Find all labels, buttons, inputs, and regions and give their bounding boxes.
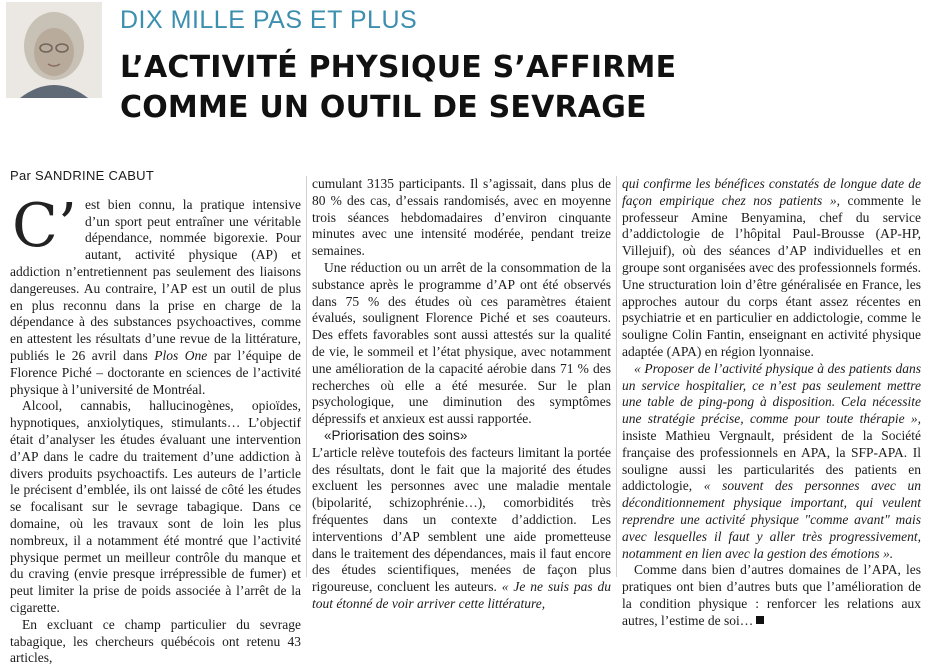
column-divider	[616, 176, 617, 577]
paragraph: Une réduction ou un arrêt de la consommation de la substance après le programme d’AP ont été observés dans 75 % des études où ces paramètres étaient évalués, soulignent Florence Piché et ses coauteurs. Des effets favorables sont aussi attestés sur la qualité de vie, le sommeil et l’état physique, avec notamment une amélioration de la capacité aérobie dans 71 % des recherches où elle a été mesurée. Sur le plan psychologique, une diminution des symptômes dépressifs et anxieux est aussi rapportée.	[312, 259, 611, 427]
end-of-article-icon	[756, 616, 764, 624]
paragraph: L’article relève toutefois des facteurs limitant la portée des résultats, dont le fait que la majorité des études excluent les personnes avec une maladie mentale (bipolarité, schizophrénie…), comorbidités très fréquentes dans un contexte d’addiction. Les interventions d’AP semblent une aide prometteuse dans le traitement des dépendances, mais il faut encore des études scientifiques, menées de façon plus rigoureuse, concluent les auteurs. « Je ne suis pas du tout étonné de voir arriver cette littérature,	[312, 444, 611, 611]
column-divider	[306, 176, 307, 577]
headline-line-1: L’ACTIVITÉ PHYSIQUE S’AFFIRME	[120, 50, 677, 85]
paragraph: Comme dans bien d’autres domaines de l’APA, les pratiques ont bien d’autres buts que l’amélioration de la condition physique : renforcer les relations aux autres, l’estime de soi…	[622, 562, 921, 628]
paragraph: Alcool, cannabis, hallucinogènes, opioïdes, hypnotiques, anxiolytiques, stimulants… L’objectif était d’analyser les études évaluant une intervention d’AP dans le cadre du traitement d’une addiction à divers produits psychoactifs. Les auteurs de l’article le précisent d’emblée, ils ont laissé de côté les études se focalisant sur le sevrage tabagique. Dans ce domaine, où les travaux sont de loin les plus nombreux, il a notamment été montré que l’activité physique permet un meilleur contrôle du manque et du craving (envie presque irrépressible de fumer) et peut limiter la prise de poids associée à l’arrêt de la cigarette.	[10, 398, 301, 615]
paragraph: C’ est bien connu, la pratique intensive d’un sport peut entraîner une véritable dépendance, nommée bigorexie. Pour autant, activité physique (AP) et addiction n’entretiennent pas seulement des liaisons dangereuses. Au contraire, l’AP est un outil de plus en plus reconnu dans la prise en charge de la dépendance à des substances psychoactives, comme en attestent les résultats d’une revue de la littérature, publiés le 26 avril dans Plos One par l’équipe de Florence Piché – doctorante en sciences de l’activité physique à l’université de Montréal.	[10, 190, 302, 397]
author-photo	[6, 2, 102, 98]
quote: « souvent des personnes avec un déconditionnement physique important, qui veulent reprendre une activité physique "comme avant" mais avec lesquelles il faut y aller très progressivement, notamment en lien avec la gestion des émotions ».	[622, 478, 921, 561]
paragraph: qui confirme les bénéfices constatés de longue date de façon empirique chez nos patients », commente le professeur Amine Benyamina, chef du service d’addictologie de l’hôpital Paul-Brousse (AP-HP, Villejuif), où des séances d’AP individuelles et en groupe sont organisées avec des professionnels formés. Une structuration loin d’être généralisée en France, les approches autour du corps étant assez récentes en psychiatrie et en particulier en addictologie, comme le souligne Colin Fantin, enseignant en activité physique adaptée (APA) en région lyonnaise.	[622, 176, 921, 359]
paragraph: cumulant 3135 participants. Il s’agissait, dans plus de 80 % des cas, d’essais randomisés, avec en moyenne trois séances hebdomadaires d’environ cinquante minutes avec une intensité modérée, pendant treize semaines.	[312, 176, 611, 259]
quote: « Proposer de l’activité physique à des patients dans un service hospitalier, ce n’est pas seulement mettre une table de ping-pong à disposition. Cela nécessite une stratégie précise, comme pour toute thérapie »,	[622, 360, 921, 427]
column-3	[622, 176, 921, 628]
column-1	[10, 168, 302, 666]
paragraph: En excluant ce champ particulier du sevrage tabagique, les chercheurs québécois ont retenu 43 articles,	[10, 616, 301, 666]
journal-name: Plos One	[154, 347, 208, 363]
author-portrait-icon	[6, 2, 102, 98]
dropcap: C’	[12, 190, 77, 261]
quote: qui confirme les bénéfices constatés de longue date de façon empirique chez nos patients »,	[622, 176, 921, 208]
quote: « Je ne suis pas du tout étonné de voir arriver cette littérature,	[312, 579, 611, 611]
section-kicker: DIX MILLE PAS ET PLUS	[120, 6, 418, 34]
headline-line-2: COMME UN OUTIL DE SEVRAGE	[120, 90, 647, 125]
subheading: «Priorisation des soins»	[324, 427, 468, 443]
column-2	[312, 176, 611, 611]
byline: Par SANDRINE CABUT	[10, 168, 155, 183]
headline	[120, 48, 910, 128]
article-header	[0, 0, 929, 140]
paragraph: « Proposer de l’activité physique à des patients dans un service hospitalier, ce n’est pas seulement mettre une table de ping-pong à disposition. Cela nécessite une stratégie précise, comme pour toute thérapie », insiste Mathieu Vergnault, président de la Société française des professionnels en APA, la SFP-APA. Il souligne aussi les particularités des patients en addictologie, « souvent des personnes avec un déconditionnement physique important, qui veulent reprendre une activité physique "comme avant" mais avec lesquelles il faut y aller très progressivement, notamment en lien avec la gestion des émotions ».	[622, 360, 921, 561]
